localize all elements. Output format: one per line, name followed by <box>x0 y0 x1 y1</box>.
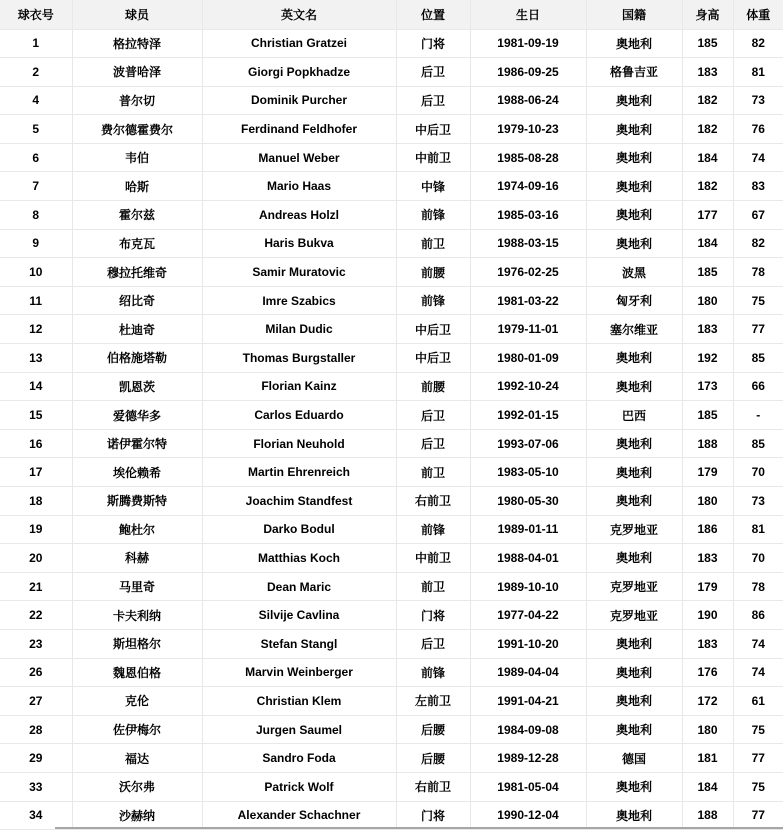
position-cell: 左前卫 <box>396 687 470 716</box>
player-name-en-cell: Joachim Standfest <box>202 487 396 516</box>
player-name-cn-cell: 鲍杜尔 <box>72 515 202 544</box>
height-cell: 185 <box>682 401 733 430</box>
height-cell: 185 <box>682 29 733 58</box>
nationality-cell: 奥地利 <box>586 429 682 458</box>
player-name-cn-cell: 沙赫纳 <box>72 801 202 830</box>
birthday-cell: 1991-04-21 <box>470 687 586 716</box>
table-row <box>0 58 783 87</box>
nationality-cell: 奥地利 <box>586 772 682 801</box>
player-name-en-cell: Milan Dudic <box>202 315 396 344</box>
weight-cell: - <box>733 401 783 430</box>
player-name-en-cell: Martin Ehrenreich <box>202 458 396 487</box>
nationality-cell: 匈牙利 <box>586 286 682 315</box>
header-player-name-en: 英文名 <box>202 0 396 29</box>
birthday-cell: 1992-01-15 <box>470 401 586 430</box>
weight-cell: 81 <box>733 58 783 87</box>
nationality-cell: 格鲁吉亚 <box>586 58 682 87</box>
player-name-cn-cell: 斯腾费斯特 <box>72 487 202 516</box>
table-row <box>0 744 783 773</box>
birthday-cell: 1981-09-19 <box>470 29 586 58</box>
position-cell: 前锋 <box>396 201 470 230</box>
height-cell: 183 <box>682 629 733 658</box>
player-name-cn-cell: 卡夫利纳 <box>72 601 202 630</box>
height-cell: 180 <box>682 286 733 315</box>
weight-cell: 81 <box>733 515 783 544</box>
player-name-en-cell: Imre Szabics <box>202 286 396 315</box>
header-weight: 体重 <box>733 0 783 29</box>
weight-cell: 67 <box>733 201 783 230</box>
player-name-en-cell: Thomas Burgstaller <box>202 344 396 373</box>
table-row <box>0 544 783 573</box>
nationality-cell: 奥地利 <box>586 629 682 658</box>
player-name-cn-cell: 费尔德霍费尔 <box>72 115 202 144</box>
table-row <box>0 344 783 373</box>
jersey-number-cell: 1 <box>0 29 72 58</box>
position-cell: 后腰 <box>396 715 470 744</box>
nationality-cell: 奥地利 <box>586 115 682 144</box>
player-name-en-cell: Christian Klem <box>202 687 396 716</box>
position-cell: 前卫 <box>396 229 470 258</box>
birthday-cell: 1989-01-11 <box>470 515 586 544</box>
birthday-cell: 1980-01-09 <box>470 344 586 373</box>
weight-cell: 77 <box>733 801 783 830</box>
jersey-number-cell: 26 <box>0 658 72 687</box>
player-name-cn-cell: 穆拉托维奇 <box>72 258 202 287</box>
position-cell: 前锋 <box>396 658 470 687</box>
player-name-en-cell: Christian Gratzei <box>202 29 396 58</box>
weight-cell: 78 <box>733 258 783 287</box>
table-row <box>0 458 783 487</box>
nationality-cell: 奥地利 <box>586 658 682 687</box>
jersey-number-cell: 29 <box>0 744 72 773</box>
weight-cell: 77 <box>733 744 783 773</box>
nationality-cell: 奥地利 <box>586 372 682 401</box>
player-name-cn-cell: 波普哈泽 <box>72 58 202 87</box>
nationality-cell: 塞尔维亚 <box>586 315 682 344</box>
height-cell: 179 <box>682 458 733 487</box>
player-name-cn-cell: 马里奇 <box>72 572 202 601</box>
height-cell: 186 <box>682 515 733 544</box>
height-cell: 172 <box>682 687 733 716</box>
weight-cell: 61 <box>733 687 783 716</box>
player-name-en-cell: Florian Kainz <box>202 372 396 401</box>
player-name-cn-cell: 佐伊梅尔 <box>72 715 202 744</box>
height-cell: 192 <box>682 344 733 373</box>
jersey-number-cell: 16 <box>0 429 72 458</box>
nationality-cell: 克罗地亚 <box>586 515 682 544</box>
birthday-cell: 1991-10-20 <box>470 629 586 658</box>
position-cell: 前卫 <box>396 458 470 487</box>
position-cell: 后卫 <box>396 58 470 87</box>
weight-cell: 82 <box>733 29 783 58</box>
birthday-cell: 1977-04-22 <box>470 601 586 630</box>
table-row <box>0 29 783 58</box>
header-jersey-number: 球衣号 <box>0 0 72 29</box>
table-row <box>0 372 783 401</box>
weight-cell: 83 <box>733 172 783 201</box>
table-row <box>0 201 783 230</box>
height-cell: 184 <box>682 143 733 172</box>
table-row <box>0 515 783 544</box>
birthday-cell: 1980-05-30 <box>470 487 586 516</box>
jersey-number-cell: 23 <box>0 629 72 658</box>
table-row <box>0 772 783 801</box>
weight-cell: 66 <box>733 372 783 401</box>
jersey-number-cell: 9 <box>0 229 72 258</box>
player-name-cn-cell: 布克瓦 <box>72 229 202 258</box>
height-cell: 188 <box>682 801 733 830</box>
player-name-en-cell: Marvin Weinberger <box>202 658 396 687</box>
position-cell: 前腰 <box>396 372 470 401</box>
birthday-cell: 1981-05-04 <box>470 772 586 801</box>
header-birthday: 生日 <box>470 0 586 29</box>
height-cell: 180 <box>682 487 733 516</box>
table-row <box>0 286 783 315</box>
position-cell: 后卫 <box>396 86 470 115</box>
player-name-en-cell: Sandro Foda <box>202 744 396 773</box>
table-row <box>0 715 783 744</box>
player-name-cn-cell: 爱德华多 <box>72 401 202 430</box>
height-cell: 182 <box>682 86 733 115</box>
player-name-cn-cell: 科赫 <box>72 544 202 573</box>
player-name-cn-cell: 斯坦格尔 <box>72 629 202 658</box>
height-cell: 183 <box>682 58 733 87</box>
birthday-cell: 1985-08-28 <box>470 143 586 172</box>
position-cell: 右前卫 <box>396 487 470 516</box>
player-name-cn-cell: 绍比奇 <box>72 286 202 315</box>
player-name-cn-cell: 霍尔兹 <box>72 201 202 230</box>
player-name-cn-cell: 魏恩伯格 <box>72 658 202 687</box>
height-cell: 184 <box>682 772 733 801</box>
table-row <box>0 172 783 201</box>
table-row <box>0 572 783 601</box>
position-cell: 中前卫 <box>396 143 470 172</box>
birthday-cell: 1979-11-01 <box>470 315 586 344</box>
jersey-number-cell: 8 <box>0 201 72 230</box>
birthday-cell: 1988-04-01 <box>470 544 586 573</box>
jersey-number-cell: 21 <box>0 572 72 601</box>
header-height: 身高 <box>682 0 733 29</box>
weight-cell: 70 <box>733 458 783 487</box>
position-cell: 门将 <box>396 29 470 58</box>
player-name-en-cell: Florian Neuhold <box>202 429 396 458</box>
birthday-cell: 1989-12-28 <box>470 744 586 773</box>
position-cell: 门将 <box>396 801 470 830</box>
weight-cell: 76 <box>733 115 783 144</box>
height-cell: 179 <box>682 572 733 601</box>
player-name-cn-cell: 克伦 <box>72 687 202 716</box>
weight-cell: 75 <box>733 772 783 801</box>
birthday-cell: 1974-09-16 <box>470 172 586 201</box>
birthday-cell: 1990-12-04 <box>470 801 586 830</box>
height-cell: 176 <box>682 658 733 687</box>
birthday-cell: 1989-10-10 <box>470 572 586 601</box>
player-name-cn-cell: 埃伦赖希 <box>72 458 202 487</box>
jersey-number-cell: 18 <box>0 487 72 516</box>
table-row <box>0 429 783 458</box>
jersey-number-cell: 15 <box>0 401 72 430</box>
nationality-cell: 奥地利 <box>586 172 682 201</box>
table-row <box>0 315 783 344</box>
position-cell: 中后卫 <box>396 115 470 144</box>
table-row <box>0 801 783 830</box>
position-cell: 后卫 <box>396 401 470 430</box>
header-nationality: 国籍 <box>586 0 682 29</box>
weight-cell: 75 <box>733 715 783 744</box>
weight-cell: 85 <box>733 429 783 458</box>
weight-cell: 74 <box>733 629 783 658</box>
jersey-number-cell: 27 <box>0 687 72 716</box>
player-name-cn-cell: 杜迪奇 <box>72 315 202 344</box>
player-name-en-cell: Jurgen Saumel <box>202 715 396 744</box>
birthday-cell: 1985-03-16 <box>470 201 586 230</box>
weight-cell: 74 <box>733 658 783 687</box>
nationality-cell: 奥地利 <box>586 229 682 258</box>
player-name-cn-cell: 韦伯 <box>72 143 202 172</box>
player-name-en-cell: Silvije Cavlina <box>202 601 396 630</box>
player-name-en-cell: Samir Muratovic <box>202 258 396 287</box>
jersey-number-cell: 19 <box>0 515 72 544</box>
jersey-number-cell: 20 <box>0 544 72 573</box>
jersey-number-cell: 28 <box>0 715 72 744</box>
table-row <box>0 143 783 172</box>
player-name-cn-cell: 福达 <box>72 744 202 773</box>
nationality-cell: 克罗地亚 <box>586 601 682 630</box>
position-cell: 前锋 <box>396 515 470 544</box>
weight-cell: 86 <box>733 601 783 630</box>
table-row <box>0 115 783 144</box>
jersey-number-cell: 7 <box>0 172 72 201</box>
table-header-row <box>0 0 783 29</box>
position-cell: 右前卫 <box>396 772 470 801</box>
nationality-cell: 奥地利 <box>586 143 682 172</box>
position-cell: 后卫 <box>396 429 470 458</box>
table-row <box>0 487 783 516</box>
player-name-cn-cell: 沃尔弗 <box>72 772 202 801</box>
jersey-number-cell: 2 <box>0 58 72 87</box>
jersey-number-cell: 12 <box>0 315 72 344</box>
player-name-en-cell: Dominik Purcher <box>202 86 396 115</box>
table-row <box>0 658 783 687</box>
nationality-cell: 奥地利 <box>586 715 682 744</box>
height-cell: 183 <box>682 544 733 573</box>
birthday-cell: 1981-03-22 <box>470 286 586 315</box>
nationality-cell: 奥地利 <box>586 458 682 487</box>
nationality-cell: 波黑 <box>586 258 682 287</box>
birthday-cell: 1976-02-25 <box>470 258 586 287</box>
nationality-cell: 奥地利 <box>586 344 682 373</box>
jersey-number-cell: 22 <box>0 601 72 630</box>
nationality-cell: 奥地利 <box>586 487 682 516</box>
table-row <box>0 629 783 658</box>
table-row <box>0 258 783 287</box>
nationality-cell: 奥地利 <box>586 29 682 58</box>
jersey-number-cell: 11 <box>0 286 72 315</box>
birthday-cell: 1984-09-08 <box>470 715 586 744</box>
jersey-number-cell: 4 <box>0 86 72 115</box>
nationality-cell: 巴西 <box>586 401 682 430</box>
weight-cell: 75 <box>733 286 783 315</box>
jersey-number-cell: 34 <box>0 801 72 830</box>
player-name-cn-cell: 格拉特泽 <box>72 29 202 58</box>
position-cell: 中前卫 <box>396 544 470 573</box>
player-name-en-cell: Andreas Holzl <box>202 201 396 230</box>
height-cell: 182 <box>682 115 733 144</box>
position-cell: 前锋 <box>396 286 470 315</box>
player-name-en-cell: Alexander Schachner <box>202 801 396 830</box>
position-cell: 中后卫 <box>396 344 470 373</box>
jersey-number-cell: 17 <box>0 458 72 487</box>
table-row <box>0 401 783 430</box>
table-body <box>0 29 783 830</box>
nationality-cell: 奥地利 <box>586 801 682 830</box>
jersey-number-cell: 5 <box>0 115 72 144</box>
height-cell: 184 <box>682 229 733 258</box>
nationality-cell: 奥地利 <box>586 201 682 230</box>
position-cell: 中后卫 <box>396 315 470 344</box>
table-row <box>0 687 783 716</box>
player-name-en-cell: Manuel Weber <box>202 143 396 172</box>
weight-cell: 85 <box>733 344 783 373</box>
weight-cell: 74 <box>733 143 783 172</box>
header-player-name-cn: 球员 <box>72 0 202 29</box>
position-cell: 前腰 <box>396 258 470 287</box>
nationality-cell: 克罗地亚 <box>586 572 682 601</box>
birthday-cell: 1988-03-15 <box>470 229 586 258</box>
jersey-number-cell: 13 <box>0 344 72 373</box>
player-name-en-cell: Giorgi Popkhadze <box>202 58 396 87</box>
height-cell: 183 <box>682 315 733 344</box>
height-cell: 180 <box>682 715 733 744</box>
nationality-cell: 奥地利 <box>586 544 682 573</box>
weight-cell: 78 <box>733 572 783 601</box>
player-name-cn-cell: 普尔切 <box>72 86 202 115</box>
position-cell: 门将 <box>396 601 470 630</box>
weight-cell: 73 <box>733 86 783 115</box>
jersey-number-cell: 10 <box>0 258 72 287</box>
position-cell: 后卫 <box>396 629 470 658</box>
nationality-cell: 奥地利 <box>586 687 682 716</box>
birthday-cell: 1988-06-24 <box>470 86 586 115</box>
player-name-en-cell: Haris Bukva <box>202 229 396 258</box>
table-row <box>0 601 783 630</box>
player-name-en-cell: Matthias Koch <box>202 544 396 573</box>
height-cell: 188 <box>682 429 733 458</box>
height-cell: 185 <box>682 258 733 287</box>
height-cell: 190 <box>682 601 733 630</box>
jersey-number-cell: 14 <box>0 372 72 401</box>
birthday-cell: 1989-04-04 <box>470 658 586 687</box>
weight-cell: 73 <box>733 487 783 516</box>
table-row <box>0 229 783 258</box>
birthday-cell: 1986-09-25 <box>470 58 586 87</box>
player-name-en-cell: Ferdinand Feldhofer <box>202 115 396 144</box>
player-name-cn-cell: 诺伊霍尔特 <box>72 429 202 458</box>
height-cell: 177 <box>682 201 733 230</box>
birthday-cell: 1993-07-06 <box>470 429 586 458</box>
player-name-cn-cell: 伯格施塔勒 <box>72 344 202 373</box>
player-name-en-cell: Carlos Eduardo <box>202 401 396 430</box>
nationality-cell: 德国 <box>586 744 682 773</box>
weight-cell: 77 <box>733 315 783 344</box>
height-cell: 173 <box>682 372 733 401</box>
player-name-en-cell: Mario Haas <box>202 172 396 201</box>
nationality-cell: 奥地利 <box>586 86 682 115</box>
table-row <box>0 86 783 115</box>
jersey-number-cell: 6 <box>0 143 72 172</box>
player-name-en-cell: Patrick Wolf <box>202 772 396 801</box>
position-cell: 后腰 <box>396 744 470 773</box>
birthday-cell: 1992-10-24 <box>470 372 586 401</box>
weight-cell: 82 <box>733 229 783 258</box>
player-name-en-cell: Dean Maric <box>202 572 396 601</box>
player-name-cn-cell: 凯恩茨 <box>72 372 202 401</box>
jersey-number-cell: 33 <box>0 772 72 801</box>
header-position: 位置 <box>396 0 470 29</box>
birthday-cell: 1983-05-10 <box>470 458 586 487</box>
birthday-cell: 1979-10-23 <box>470 115 586 144</box>
height-cell: 181 <box>682 744 733 773</box>
player-name-en-cell: Darko Bodul <box>202 515 396 544</box>
position-cell: 前卫 <box>396 572 470 601</box>
player-name-en-cell: Stefan Stangl <box>202 629 396 658</box>
player-name-cn-cell: 哈斯 <box>72 172 202 201</box>
weight-cell: 70 <box>733 544 783 573</box>
position-cell: 中锋 <box>396 172 470 201</box>
height-cell: 182 <box>682 172 733 201</box>
